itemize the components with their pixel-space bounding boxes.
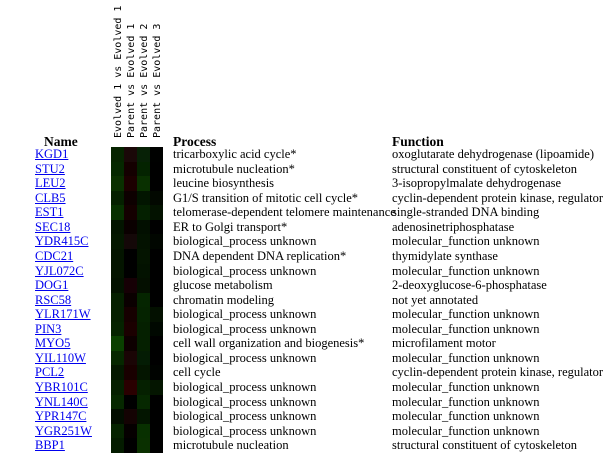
heatmap-cell — [124, 409, 137, 424]
heatmap-cell — [137, 162, 150, 177]
heatmap-cell — [137, 336, 150, 351]
gene-link[interactable]: EST1 — [35, 205, 64, 220]
heatmap-cell — [124, 278, 137, 293]
heatmap-cell — [150, 278, 163, 293]
heatmap-column-label-evolved1-vs-evolved1: Evolved 1 vs Evolved 1 — [113, 5, 124, 138]
gene-link[interactable]: BBP1 — [35, 438, 65, 453]
heatmap-cell — [124, 336, 137, 351]
heatmap-cell — [124, 249, 137, 264]
heatmap-cell — [150, 336, 163, 351]
heatmap-cell — [124, 351, 137, 366]
heatmap-column-label-parent-vs-evolved1: Parent vs Evolved 1 — [126, 23, 137, 138]
process-cell: biological_process unknown — [173, 380, 317, 394]
process-column-header: Process — [173, 134, 217, 149]
heatmap-cell — [111, 336, 124, 351]
heatmap-cell — [150, 162, 163, 177]
heatmap-cell — [124, 220, 137, 235]
heatmap-cell — [111, 278, 124, 293]
heatmap-cell — [150, 365, 163, 380]
function-cell: molecular_function unknown — [392, 307, 540, 322]
process-cell: G1/S transition of mitotic cell cycle* — [173, 190, 359, 205]
heatmap-cell — [137, 278, 150, 293]
heatmap-cell — [111, 365, 124, 380]
gene-link[interactable]: YGR251W — [35, 423, 92, 438]
heatmap-cell — [150, 147, 163, 162]
heatmap-column-label-parent-vs-evolved2: Parent vs Evolved 2 — [139, 23, 150, 138]
heatmap-cell — [111, 220, 124, 235]
process-column — [173, 147, 396, 453]
heatmap-cell — [137, 424, 150, 439]
gene-link[interactable]: YDR415C — [35, 234, 89, 249]
heatmap-cell — [137, 351, 150, 366]
gene-link[interactable]: CLB5 — [35, 190, 66, 205]
heatmap-cell — [124, 307, 137, 322]
function-cell: thymidylate synthase — [392, 248, 498, 263]
heatmap-cell — [137, 307, 150, 322]
heatmap-cell — [150, 322, 163, 337]
process-cell: glucose metabolism — [173, 278, 273, 293]
heatmap-cell — [124, 438, 137, 453]
function-cell: adenosinetriphosphatase — [392, 219, 515, 234]
function-cell: molecular_function unknown — [392, 394, 540, 409]
heatmap-cell — [137, 380, 150, 395]
function-cell: molecular_function unknown — [392, 380, 540, 394]
heatmap-cell — [150, 205, 163, 220]
function-cell: 3-isopropylmalate dehydrogenase — [392, 176, 562, 191]
process-cell: biological_process unknown — [173, 234, 317, 249]
heatmap-cell — [124, 264, 137, 279]
name-column-header: Name — [44, 134, 78, 149]
function-cell: molecular_function unknown — [392, 423, 540, 438]
function-cell: molecular_function unknown — [392, 409, 540, 424]
heatmap-cell — [137, 220, 150, 235]
function-cell: single-stranded DNA binding — [392, 205, 540, 220]
heatmap-cell — [111, 438, 124, 453]
heatmap-cell — [150, 380, 163, 395]
function-cell: microfilament motor — [392, 336, 496, 351]
process-cell: microtubule nucleation — [173, 438, 289, 453]
heatmap-cell — [124, 176, 137, 191]
gene-link[interactable]: YJL072C — [35, 263, 84, 278]
heatmap-cell — [150, 307, 163, 322]
heatmap-cell — [111, 409, 124, 424]
gene-link[interactable]: PIN3 — [35, 321, 62, 336]
heatmap-cell — [150, 249, 163, 264]
function-cell: cyclin-dependent protein kinase, regulator — [392, 190, 604, 205]
heatmap-cell — [111, 395, 124, 410]
heatmap-cell — [137, 249, 150, 264]
heatmap-cell — [124, 147, 137, 162]
heatmap-cell — [137, 365, 150, 380]
heatmap-cell — [111, 191, 124, 206]
function-cell: cyclin-dependent protein kinase, regulator — [392, 365, 604, 380]
heatmap-cell — [124, 191, 137, 206]
heatmap-cell — [150, 438, 163, 453]
heatmap-cell — [137, 409, 150, 424]
heatmap-column-label-parent-vs-evolved3: Parent vs Evolved 3 — [152, 23, 163, 138]
heatmap-cell — [111, 293, 124, 308]
process-cell: biological_process unknown — [173, 307, 317, 322]
heatmap-cell — [124, 380, 137, 395]
heatmap-cell — [150, 293, 163, 308]
gene-link[interactable]: SEC18 — [35, 219, 71, 234]
function-cell: molecular_function unknown — [392, 263, 540, 278]
heatmap-cell — [137, 205, 150, 220]
heatmap-cell — [150, 234, 163, 249]
heatmap-cell — [111, 424, 124, 439]
process-cell: tricarboxylic acid cycle* — [173, 147, 297, 161]
gene-link[interactable]: MYO5 — [35, 336, 71, 351]
gene-link[interactable]: STU2 — [35, 161, 65, 176]
heatmap-cell — [150, 191, 163, 206]
heatmap-cell — [111, 234, 124, 249]
gene-link[interactable]: PCL2 — [35, 365, 65, 380]
heatmap-cell — [137, 395, 150, 410]
process-cell: microtubule nucleation* — [173, 161, 295, 176]
heatmap-cell — [124, 293, 137, 308]
process-cell: biological_process unknown — [173, 423, 317, 438]
heatmap-cell — [150, 409, 163, 424]
heatmap-cell — [137, 264, 150, 279]
function-cell: oxoglutarate dehydrogenase (lipoamide) — [392, 147, 595, 161]
function-cell: not yet annotated — [392, 292, 479, 307]
heatmap-cell — [137, 322, 150, 337]
function-column — [392, 147, 603, 453]
heatmap-cell — [111, 249, 124, 264]
heatmap-cell — [111, 176, 124, 191]
heatmap-cell — [124, 205, 137, 220]
process-cell: cell wall organization and biogenesis* — [173, 336, 365, 351]
heatmap-cell — [124, 395, 137, 410]
heatmap-cell — [150, 424, 163, 439]
heatmap-cell — [124, 162, 137, 177]
heatmap-cell — [137, 293, 150, 308]
process-cell: biological_process unknown — [173, 263, 317, 278]
heatmap-cell — [137, 147, 150, 162]
heatmap-cell — [150, 176, 163, 191]
heatmap-cell — [111, 307, 124, 322]
gene-link[interactable]: YLR171W — [35, 307, 91, 322]
function-cell: structural constituent of cytoskeleton — [392, 161, 578, 176]
heatmap-cell — [137, 438, 150, 453]
heatmap-cell — [124, 322, 137, 337]
gene-link[interactable]: DOG1 — [35, 278, 69, 293]
heatmap-cell — [111, 322, 124, 337]
function-cell: molecular_function unknown — [392, 321, 540, 336]
function-cell: 2-deoxyglucose-6-phosphatase — [392, 278, 547, 293]
heatmap-cell — [111, 205, 124, 220]
process-cell: leucine biosynthesis — [173, 176, 275, 191]
gene-name-column — [35, 147, 92, 453]
expression-heatmap — [111, 147, 163, 453]
process-cell: cell cycle — [173, 365, 221, 380]
process-cell: DNA dependent DNA replication* — [173, 248, 347, 263]
heatmap-cell — [150, 351, 163, 366]
process-cell: biological_process unknown — [173, 321, 317, 336]
heatmap-cell — [137, 191, 150, 206]
gene-link[interactable]: YBR101C — [35, 380, 88, 394]
gene-link[interactable]: KGD1 — [35, 147, 69, 161]
heatmap-cell — [137, 176, 150, 191]
heatmap-cell — [111, 380, 124, 395]
process-cell: biological_process unknown — [173, 350, 317, 365]
gene-link[interactable]: YIL110W — [35, 350, 86, 365]
process-cell: chromatin modeling — [173, 292, 275, 307]
heatmap-cell — [150, 395, 163, 410]
function-column-header: Function — [392, 134, 444, 149]
function-cell: molecular_function unknown — [392, 350, 540, 365]
function-cell: molecular_function unknown — [392, 234, 540, 249]
process-cell: telomerase-dependent telomere maintenance — [173, 205, 396, 220]
function-cell: structural constituent of cytoskeleton — [392, 438, 578, 453]
heatmap-cell — [111, 147, 124, 162]
process-cell: biological_process unknown — [173, 394, 317, 409]
heatmap-cell — [124, 234, 137, 249]
heatmap-cell — [124, 365, 137, 380]
gene-link[interactable]: YPR147C — [35, 409, 87, 424]
heatmap-cell — [124, 424, 137, 439]
gene-link[interactable]: RSC58 — [35, 292, 72, 307]
heatmap-cell — [111, 162, 124, 177]
heatmap-cell — [111, 264, 124, 279]
gene-link[interactable]: CDC21 — [35, 248, 74, 263]
process-cell: ER to Golgi transport* — [173, 219, 288, 234]
gene-link[interactable]: YNL140C — [35, 394, 88, 409]
heatmap-cell — [111, 351, 124, 366]
heatmap-cell — [137, 234, 150, 249]
process-cell: biological_process unknown — [173, 409, 317, 424]
gene-link[interactable]: LEU2 — [35, 176, 66, 191]
heatmap-cell — [150, 264, 163, 279]
heatmap-cell — [150, 220, 163, 235]
